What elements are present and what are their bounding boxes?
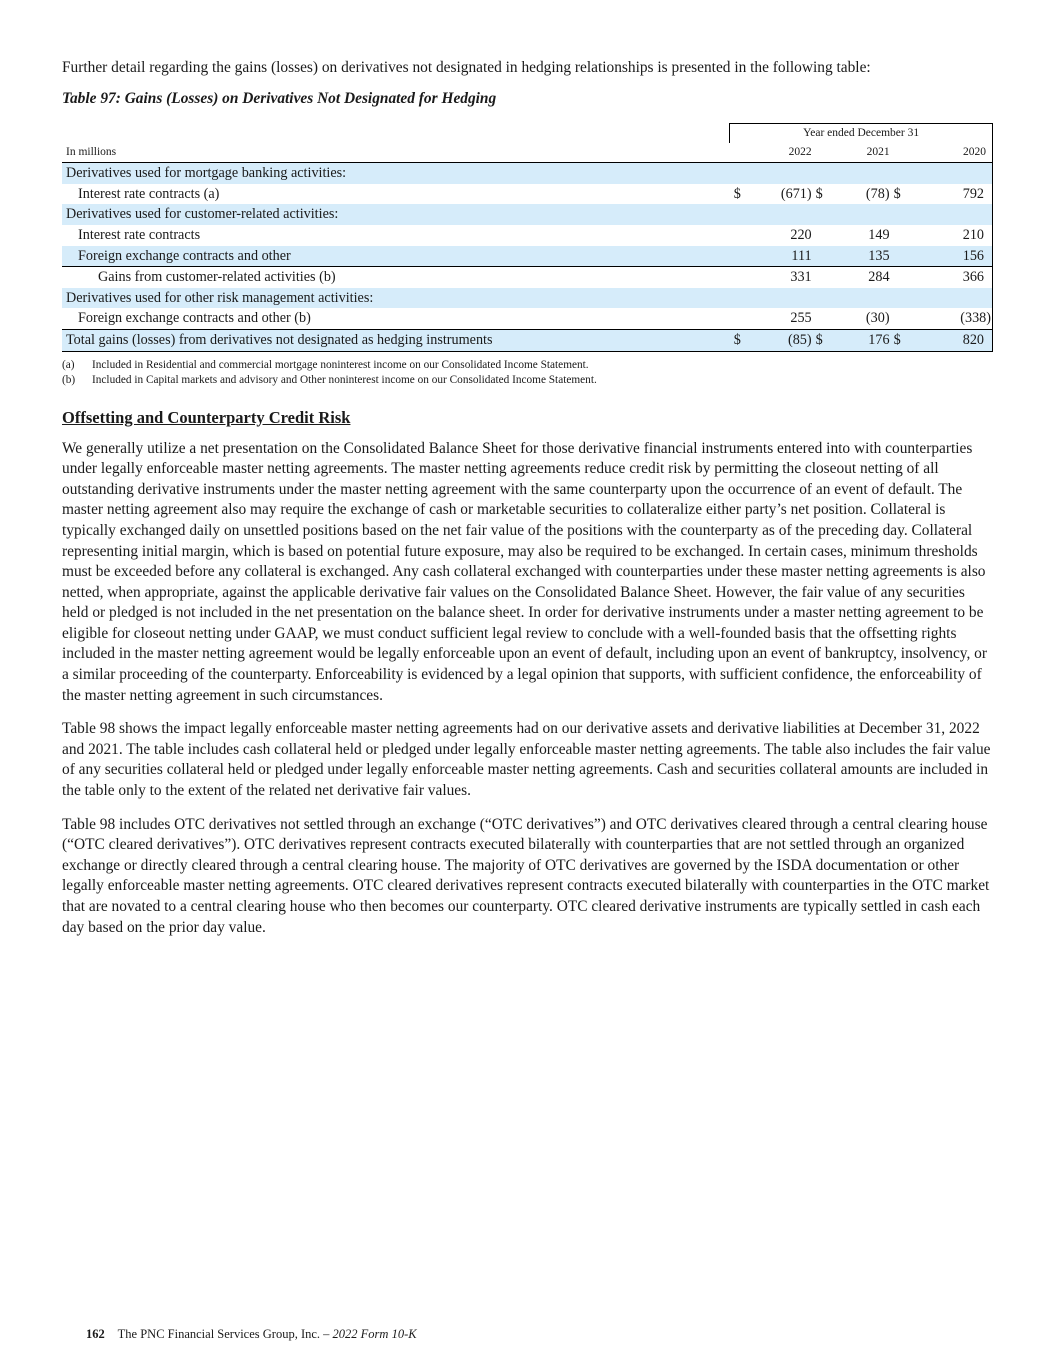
row-label: Derivatives used for customer-related activities:	[62, 204, 730, 225]
table-row	[62, 246, 993, 267]
year-header-2021: 2021	[866, 146, 890, 159]
row-label: Total gains (losses) from derivatives not designated as hedging instruments	[62, 329, 730, 351]
table-row	[62, 204, 993, 225]
value-2020: 792	[912, 184, 993, 205]
footnote-mark: (a)	[62, 358, 75, 371]
table-row	[62, 308, 993, 329]
currency-symbol: $	[730, 329, 752, 351]
table-title: Table 97: Gains (Losses) on Derivatives Not Designated for Hedging	[62, 89, 497, 107]
table-row	[62, 163, 993, 184]
currency-symbol: $	[815, 185, 823, 202]
row-label: Derivatives used for other risk management activities:	[62, 288, 730, 309]
period-header-row	[62, 124, 993, 144]
table-footnotes	[62, 358, 994, 388]
derivatives-gains-table	[62, 123, 993, 351]
value-2021: 135	[834, 246, 890, 267]
footer-company: The PNC Financial Services Group, Inc. –	[117, 1327, 330, 1341]
footnote-text: Included in Capital markets and advisory and Other noninterest income on our Consolidated Income Statement.	[92, 373, 597, 386]
value-2021: (78)	[865, 185, 890, 202]
footnote	[62, 373, 994, 388]
period-header: Year ended December 31	[730, 124, 993, 144]
page-content	[62, 58, 994, 951]
table-row	[62, 288, 993, 309]
value-2022: 331	[752, 267, 812, 288]
currency-symbol: $	[812, 329, 834, 351]
value-2022: (85)	[752, 329, 812, 351]
value-2021: 284	[834, 267, 890, 288]
page-footer	[86, 1327, 417, 1342]
row-label: Interest rate contracts (a)	[78, 185, 220, 202]
year-header-2022: 2022	[788, 146, 812, 159]
table-total-row	[62, 329, 993, 351]
paragraph: Table 98 shows the impact legally enforceable master netting agreements had on our derivative assets and derivative liabilities at December 31, 2022 and 2021. The table includes cash collateral held or pledged under legally enforceable master netting agreements. The table also includes the fair value of any securities collateral held or pledged under legally enforceable master netting agreements. Cash and securities collateral amounts are included in the table only to the extent of the related net derivative fair values.	[62, 720, 991, 800]
row-label: Interest rate contracts	[78, 226, 201, 243]
row-label: Foreign exchange contracts and other	[62, 246, 730, 267]
year-header-2020: 2020	[912, 143, 993, 163]
row-label: Derivatives used for mortgage banking activities:	[62, 163, 730, 184]
page-number: 162	[86, 1327, 105, 1341]
paragraph: We generally utilize a net presentation on the Consolidated Balance Sheet for those derivative financial instruments entered into with counterparties under legally enforceable master netting agreements. The master netting agreements reduce credit risk by permitting the closeout netting of all outstanding derivative instruments under the master netting agreement with the same counterparty upon the occurrence of an event of default. The master netting agreement also may require the exchange of cash or marketable securities to collateralize either party’s net position. Collateral is typically exchanged daily on unsettled positions based on the net fair value of the positions with the counterparty as of the preceding day. Collateral representing initial margin, which is based on potential future exposure, may also be required to be exchanged. In certain cases, minimum thresholds must be exceeded before any collateral is exchanged. Any cash collateral exchanged with counterparties under these master netting agreements is also netted, when appropriate, against the applicable derivative fair values on the Consolidated Balance Sheet. However, the fair value of any securities held or pledged is not included in the net presentation on the balance sheet. In order for derivative instruments under a master netting agreement to be eligible for closeout netting under GAAP, we must conduct sufficient legal review to conclude with a well-founded basis that the offsetting rights included in the master netting agreement would be legally enforceable upon an event of default, including upon an event of bankruptcy, insolvency, or a similar proceeding of the counterparty. Enforceability is evidenced by a legal opinion that supports, with sufficient confidence, the enforceability of the master netting agreement in such circumstances.	[62, 439, 987, 704]
footnote-mark: (b)	[62, 373, 76, 386]
value-2021: (30)	[865, 310, 890, 327]
value-2022: 111	[752, 246, 812, 267]
unit-label: In millions	[66, 146, 117, 159]
table-row	[62, 267, 993, 288]
currency-symbol: $	[890, 329, 912, 351]
value-2021: 149	[868, 226, 890, 243]
value-2020: 820	[912, 329, 993, 351]
row-label: Gains from customer-related activities (b)	[62, 267, 730, 288]
intro-text: Further detail regarding the gains (losses) on derivatives not designated in hedging relationships is presented in the following table:	[62, 59, 871, 76]
value-2022: 255	[790, 310, 812, 327]
currency-symbol: $	[893, 185, 901, 202]
value-2020: 366	[912, 267, 993, 288]
footnote-text: Included in Residential and commercial mortgage noninterest income on our Consolidated Income Statement.	[92, 358, 589, 371]
value-2020: (338)	[912, 308, 993, 329]
table-row	[62, 184, 993, 205]
currency-symbol: $	[733, 185, 741, 202]
footer-form: 2022 Form 10-K	[332, 1327, 417, 1341]
value-2022: 220	[790, 226, 812, 243]
section-heading: Offsetting and Counterparty Credit Risk	[62, 407, 351, 427]
value-2020: 156	[912, 246, 993, 267]
table-row	[62, 225, 993, 246]
year-header-row	[62, 143, 993, 163]
value-2020: 210	[912, 225, 993, 246]
value-2022: (671)	[780, 185, 812, 202]
paragraph: Table 98 includes OTC derivatives not settled through an exchange (“OTC derivatives”) and OTC derivatives cleared through a central clearing house (“OTC cleared derivatives”). OTC derivatives represent contracts executed bilaterally with counterparties that are not settled through an organized exchange or directly cleared through a central clearing house. The majority of OTC derivatives are governed by the ISDA documentation or other legally enforceable master netting agreements. OTC cleared derivatives represent contracts executed bilaterally with counterparties in the OTC market that are novated to a central clearing house who then becomes our counterparty. OTC cleared derivative instruments are typically settled in cash each day based on the prior day value.	[62, 815, 990, 936]
row-label: Foreign exchange contracts and other (b)	[78, 310, 311, 327]
value-2021: 176	[834, 329, 890, 351]
footnote	[62, 358, 994, 373]
